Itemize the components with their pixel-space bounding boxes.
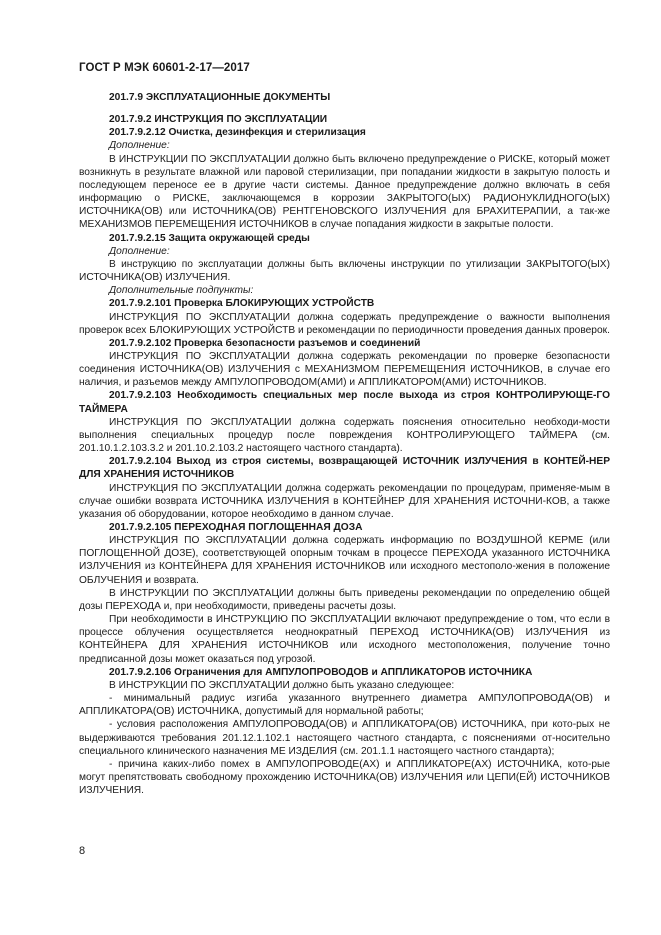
subsection-heading: 201.7.9.2 ИНСТРУКЦИЯ ПО ЭКСПЛУАТАЦИИ <box>109 114 328 126</box>
addition-label: Дополнение: <box>109 140 170 152</box>
additional-subclauses-label: Дополнительные подпункты: <box>109 285 254 297</box>
list-item: - минимальный радиус изгиба указанного внутреннего диаметра АМПУЛОПРОВОДА(ОВ) и АППЛИКАТОРА(ОВ) ИСТОЧНИКА, допустимый для нормальной работы; <box>79 693 610 718</box>
page-number: 8 <box>79 845 86 857</box>
addition-label: Дополнение: <box>109 245 170 257</box>
paragraph: ИНСТРУКЦИЯ ПО ЭКСПЛУАТАЦИИ должна содержать рекомендации по процедурам, применяе-мым в случае ошибки возврата ИСТОЧНИКА ИЗЛУЧЕНИЯ в КОНТЕЙНЕР ДЛЯ ХРАНЕНИЯ ИСТОЧНИ-КОВ, а также указания об оборудовании, которое необходимо в данном случае. <box>79 482 610 520</box>
list-item: - условия расположения АМПУЛОПРОВОДА(ОВ) и АППЛИКАТОРА(ОВ) ИСТОЧНИКА, при кото-рых не выдерживаются требования 201.12.1.102.1 настоящего частного стандарта, с пояснениями от-носительно специального клинического назначения МЕ ИЗДЕЛИЯ (см. 201.1.1 настоящего частного стандарта); <box>79 719 610 757</box>
paragraph: ИНСТРУКЦИЯ ПО ЭКСПЛУАТАЦИИ должна содержать рекомендации по проверке безопасности соединения ИСТОЧНИКА(ОВ) ИЗЛУЧЕНИЯ с МЕХАНИЗМОМ ПЕРЕМЕЩЕНИЯ ИСТОЧНИКОВ, в случае его наличия, и разъемов между АМПУЛОПРОВОДОМ(АМИ) и АППЛИКАТОРОМ(АМИ) ИСТОЧНИКОВ. <box>79 350 610 389</box>
paragraph: ИНСТРУКЦИЯ ПО ЭКСПЛУАТАЦИИ должна содержать предупреждение о важности выполнения проверок всех БЛОКИРУЮЩИХ УСТРОЙСТВ и рекомендации по периодичности проведения данных проверок. <box>79 311 610 336</box>
page-content <box>79 91 610 797</box>
document-header: ГОСТ Р МЭК 60601-2-17—2017 <box>79 62 250 74</box>
paragraph: При необходимости в ИНСТРУКЦИЮ ПО ЭКСПЛУАТАЦИИ включают предупреждение о том, что если в процессе облучения осуществляется неоднократный ПЕРЕХОД ИСТОЧНИКА(ОВ) ИЗЛУЧЕНИЯ из КОНТЕЙНЕРА ДЛЯ ХРАНЕНИЯ ИСТОЧНИКОВ или исходного местоположения, получение точно предписанной дозы может оказаться под угрозой. <box>79 614 610 665</box>
paragraph: В ИНСТРУКЦИИ ПО ЭКСПЛУАТАЦИИ должно быть указано следующее: <box>109 679 455 691</box>
paragraph: В ИНСТРУКЦИИ ПО ЭКСПЛУАТАЦИИ должно быть включено предупреждение о РИСКЕ, который может возникнуть в результате влажной или паровой стерилизации, при попадании жидкости в закрытую полость и последующем переносе ее в другие части системы. Данное предупреждение должно включать в себя информацию о РИСКЕ, заключающемся в коррозии ЗАКРЫТОГО(ЫХ) РАДИОНУКЛИДНОГО(ЫХ) ИСТОЧНИКА(ОВ) или ИСТОЧНИКА(ОВ) РЕНТГЕНОВСКОГО ИЗЛУЧЕНИЯ для БРАХИТЕРАПИИ, а так-же МЕХАНИЗМОВ ПЕРЕМЕЩЕНИЯ ИСТОЧНИКОВ в случае попадания жидкости в закрытые полости. <box>79 153 610 231</box>
paragraph: ИНСТРУКЦИЯ ПО ЭКСПЛУАТАЦИИ должна содержать информацию по ВОЗДУШНОЙ КЕРМЕ (или ПОГЛОЩЕННОЙ ДОЗЕ), соответствующей опорным точкам в процессе ПЕРЕХОДА указанного ИСТОЧНИКА ИЗЛУЧЕНИЯ из КОНТЕЙНЕРА ДЛЯ ХРАНЕНИЯ ИСТОЧНИКОВ или исходного местополо-жения в положение ОБЛУЧЕНИЯ и возврата. <box>79 535 610 586</box>
clause-heading: 201.7.9.2.103 Необходимость специальных мер после выхода из строя КОНТРОЛИРУЮЩЕ-ГО ТАЙМЕРА <box>79 390 610 415</box>
clause-heading: 201.7.9.2.12 Очистка, дезинфекция и стерилизация <box>109 127 366 139</box>
paragraph: В ИНСТРУКЦИИ ПО ЭКСПЛУАТАЦИИ должны быть приведены рекомендации по определению общей дозы ПЕРЕХОДА и, при необходимости, приведены расчеты дозы. <box>79 587 610 612</box>
clause-heading: 201.7.9.2.15 Защита окружающей среды <box>109 232 310 244</box>
paragraph: ИНСТРУКЦИЯ ПО ЭКСПЛУАТАЦИИ должна содержать пояснения относительно необходи-мости выполнения специальных процедур после повреждения КОНТРОЛИРУЮЩЕГО ТАЙМЕРА (см. 201.10.1.2.103.3.2 и 201.10.2.103.2 настоящего частного стандарта). <box>79 416 610 455</box>
section-heading: 201.7.9 ЭКСПЛУАТАЦИОННЫЕ ДОКУМЕНТЫ <box>109 92 331 103</box>
clause-heading: 201.7.9.2.102 Проверка безопасности разъемов и соединений <box>109 337 421 349</box>
clause-heading: 201.7.9.2.101 Проверка БЛОКИРУЮЩИХ УСТРОЙСТВ <box>109 298 375 310</box>
list-item: - причина каких-либо помех в АМПУЛОПРОВОДЕ(АХ) и АППЛИКАТОРЕ(АХ) ИСТОЧНИКА, кото-рые могут препятствовать свободному прохождению ИСТОЧНИКА(ОВ) ИЗЛУЧЕНИЯ или ЦЕПИ(ЕЙ) ИСТОЧНИКОВ ИЗЛУЧЕНИЯ. <box>79 758 610 797</box>
paragraph: В инструкцию по эксплуатации должны быть включены инструкции по утилизации ЗАКРЫТОГО(ЫХ) ИСТОЧНИКА(ОВ) ИЗЛУЧЕНИЯ. <box>79 258 610 284</box>
clause-heading: 201.7.9.2.105 ПЕРЕХОДНАЯ ПОГЛОЩЕННАЯ ДОЗА <box>109 522 363 533</box>
clause-heading: 201.7.9.2.106 Ограничения для АМПУЛОПРОВОДОВ и АППЛИКАТОРОВ ИСТОЧНИКА <box>109 666 533 678</box>
clause-heading: 201.7.9.2.104 Выход из строя системы, возвращающей ИСТОЧНИК ИЗЛУЧЕНИЯ в КОНТЕЙ-НЕР ДЛЯ ХРАНЕНИЯ ИСТОЧНИКОВ <box>79 456 610 481</box>
